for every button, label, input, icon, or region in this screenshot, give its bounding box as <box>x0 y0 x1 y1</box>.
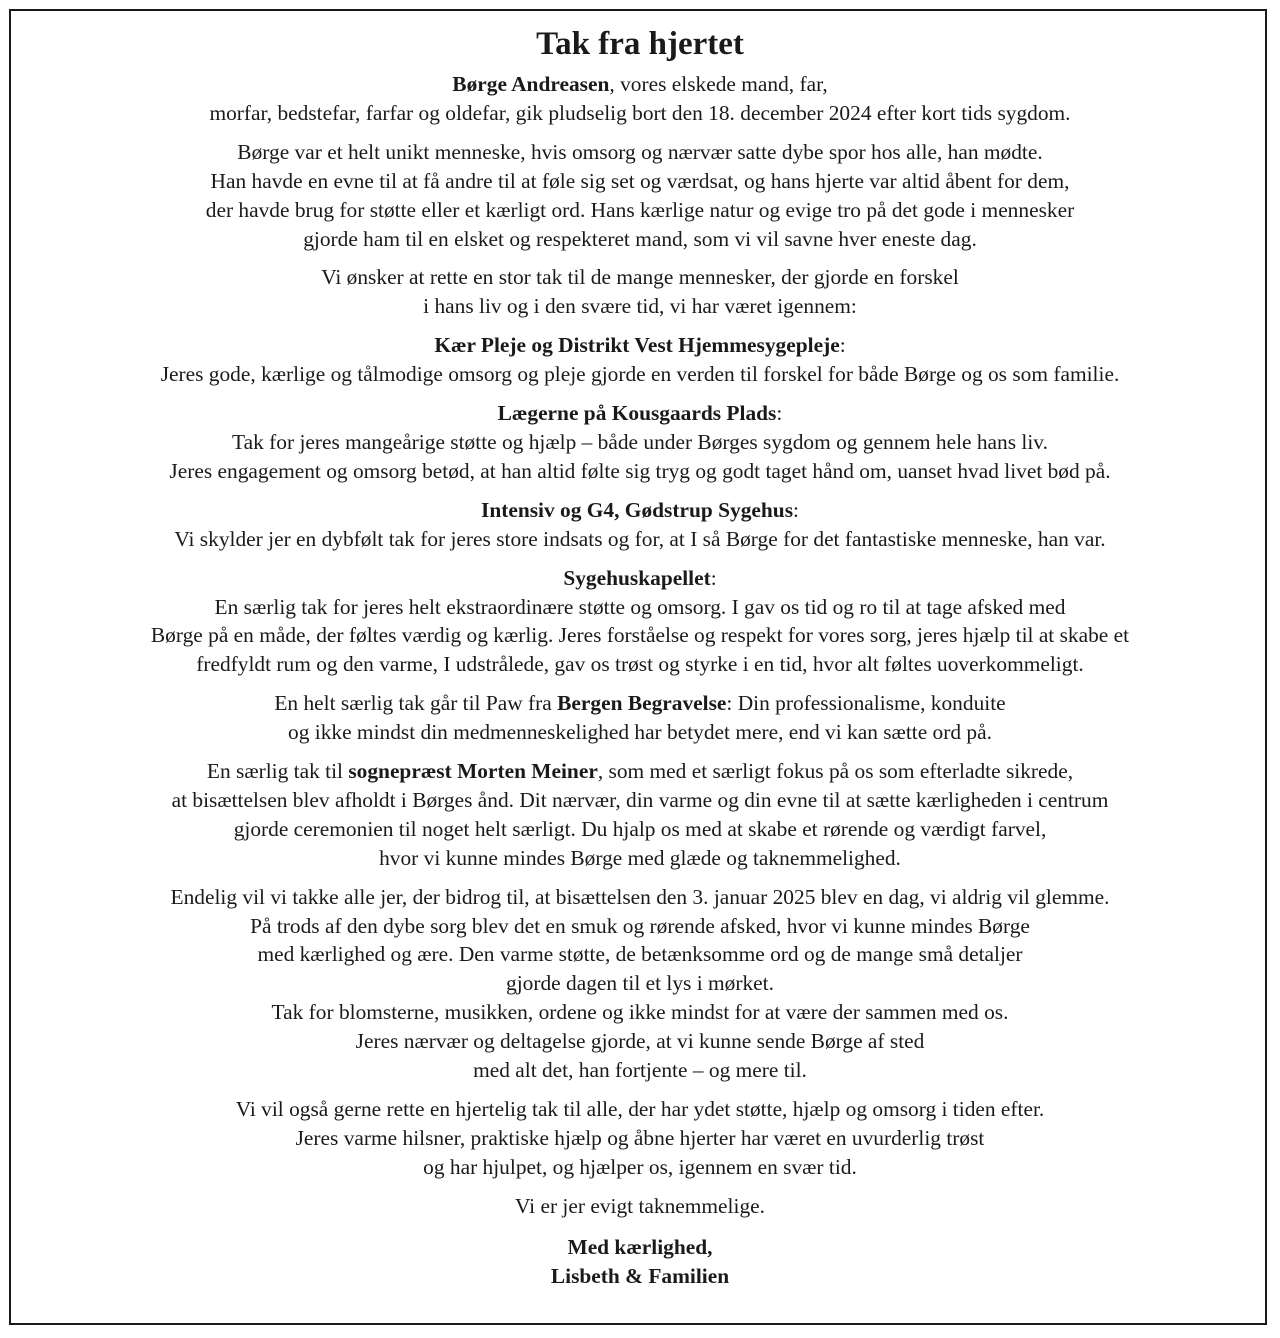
signature-line: Med kærlighed, <box>567 1234 713 1259</box>
section-heading: Kær Pleje og Distrikt Vest Hjemmesygepleje: <box>434 333 846 358</box>
section-heading: Sygehuskapellet: <box>563 565 717 590</box>
section-line: Jeres gode, kærlige og tålmodige omsorg og pleje gjorde en verden til forskel for både Børge og os som familie. <box>160 362 1120 387</box>
section-line: Vi skylder jer en dybfølt tak for jeres store indsats og for, at I så Børge for det fantastiske menneske, han var. <box>174 526 1106 551</box>
funeral-home-line-2: og ikke mindst din medmenneskelighed har betydet mere, end vi kan sætte ord på. <box>288 720 992 745</box>
section-line: Jeres engagement og omsorg betød, at han altid følte sig tryg og godt taget hånd om, uanset hvad livet bød på. <box>169 458 1111 483</box>
tribute-line: Børge var et helt unikt menneske, hvis omsorg og nærvær satte dybe spor hos alle, han mødte. <box>237 139 1043 164</box>
signature-line: Lisbeth & Familien <box>550 1263 730 1288</box>
notice-title: Tak fra hjertet <box>536 26 744 62</box>
closing-line: Vi er jer evigt taknemmelige. <box>515 1193 765 1218</box>
all-thanks-line: med alt det, han fortjente – og mere til. <box>473 1058 807 1083</box>
section-heading: Lægerne på Kousgaards Plads: <box>497 401 783 426</box>
priest-line: gjorde ceremonien til noget helt særligt. Du hjalp os med at skabe et rørende og værdigt farvel, <box>233 816 1047 841</box>
thanks-intro-paragraph <box>0 263 1280 321</box>
section-kaer-pleje <box>0 331 1280 389</box>
section-intensiv <box>0 496 1280 554</box>
after-line: Jeres varme hilsner, praktiske hjælp og åbne hjerter har været en uvurderlig trøst <box>295 1125 985 1150</box>
thanks-intro-line: Vi ønsker at rette en stor tak til de mange mennesker, der gjorde en forskel <box>321 265 959 290</box>
section-line: fredfyldt rum og den varme, I udstrålede, gav os trøst og styrke i en tid, hvor alt føltes uoverkommeligt. <box>196 652 1084 677</box>
deceased-name: Børge Andreasen <box>452 72 610 96</box>
priest-line: at bisættelsen blev afholdt i Børges ånd. Dit nærvær, din varme og din evne til at sætte kærligheden i centrum <box>171 787 1109 812</box>
after-line: og har hjulpet, og hjælper os, igennem en svær tid. <box>423 1154 857 1179</box>
priest-paragraph <box>0 757 1280 873</box>
all-thanks-line: gjorde dagen til et lys i mørket. <box>506 971 774 996</box>
intro-line-1: Børge Andreasen, vores elskede mand, far, <box>452 72 828 96</box>
tribute-line: der havde brug for støtte eller et kærligt ord. Hans kærlige natur og evige tro på det gode i mennesker <box>205 197 1075 222</box>
all-thanks-line: Endelig vil vi takke alle jer, der bidrog til, at bisættelsen den 3. januar 2025 blev en dag, vi aldrig vil glemme. <box>170 884 1110 909</box>
tribute-line: Han havde en evne til at få andre til at føle sig set og værdsat, og hans hjerte var altid åbent for dem, <box>210 168 1070 193</box>
section-line: En særlig tak for jeres helt ekstraordinære støtte og omsorg. I gav os tid og ro til at tage afsked med <box>214 594 1066 619</box>
all-thanks-line: Tak for blomsterne, musikken, ordene og ikke mindst for at være der sammen med os. <box>271 1000 1009 1025</box>
funeral-home-line-1: En helt særlig tak går til Paw fra Bergen Begravelse: Din professionalisme, konduite <box>274 691 1006 716</box>
tribute-paragraph <box>0 138 1280 254</box>
closing-paragraph <box>0 1192 1280 1221</box>
section-line: Tak for jeres mangeårige støtte og hjælp – både under Børges sygdom og gennem hele hans liv. <box>232 429 1048 454</box>
all-thanks-line: med kærlighed og ære. Den varme støtte, de betænksomme ord og de mange små detaljer <box>257 942 1023 967</box>
after-paragraph <box>0 1095 1280 1182</box>
priest-line-1: En særlig tak til sognepræst Morten Meiner, som med et særligt fokus på os som efterladte sikrede, <box>206 759 1074 784</box>
tribute-line: gjorde ham til en elsket og respekteret mand, som vi vil savne hver eneste dag. <box>303 226 977 251</box>
after-line: Vi vil også gerne rette en hjertelig tak til alle, der har ydet støtte, hjælp og omsorg i tiden efter. <box>235 1097 1045 1121</box>
intro-paragraph <box>0 70 1280 128</box>
all-thanks-paragraph <box>0 883 1280 1085</box>
thank-you-notice <box>0 22 1280 1290</box>
all-thanks-line: Jeres nærvær og deltagelse gjorde, at vi kunne sende Børge af sted <box>355 1029 925 1054</box>
signature <box>0 1233 1280 1291</box>
section-line: Børge på en måde, der føltes værdig og kærlig. Jeres forståelse og respekt for vores sorg, jeres hjælp til at skabe et <box>150 623 1130 648</box>
section-laegerne <box>0 399 1280 486</box>
priest-line: hvor vi kunne mindes Børge med glæde og taknemmelighed. <box>379 845 901 870</box>
intro-line-2: morfar, bedstefar, farfar og oldefar, gik pludselig bort den 18. december 2024 efter kort tids sygdom. <box>209 100 1071 125</box>
section-sygehuskapellet <box>0 564 1280 680</box>
funeral-home-paragraph <box>0 689 1280 747</box>
all-thanks-line: På trods af den dybe sorg blev det en smuk og rørende afsked, hvor vi kunne mindes Børge <box>250 913 1030 938</box>
thanks-intro-line: i hans liv og i den svære tid, vi har været igennem: <box>423 294 857 319</box>
section-heading: Intensiv og G4, Gødstrup Sygehus: <box>481 497 799 522</box>
